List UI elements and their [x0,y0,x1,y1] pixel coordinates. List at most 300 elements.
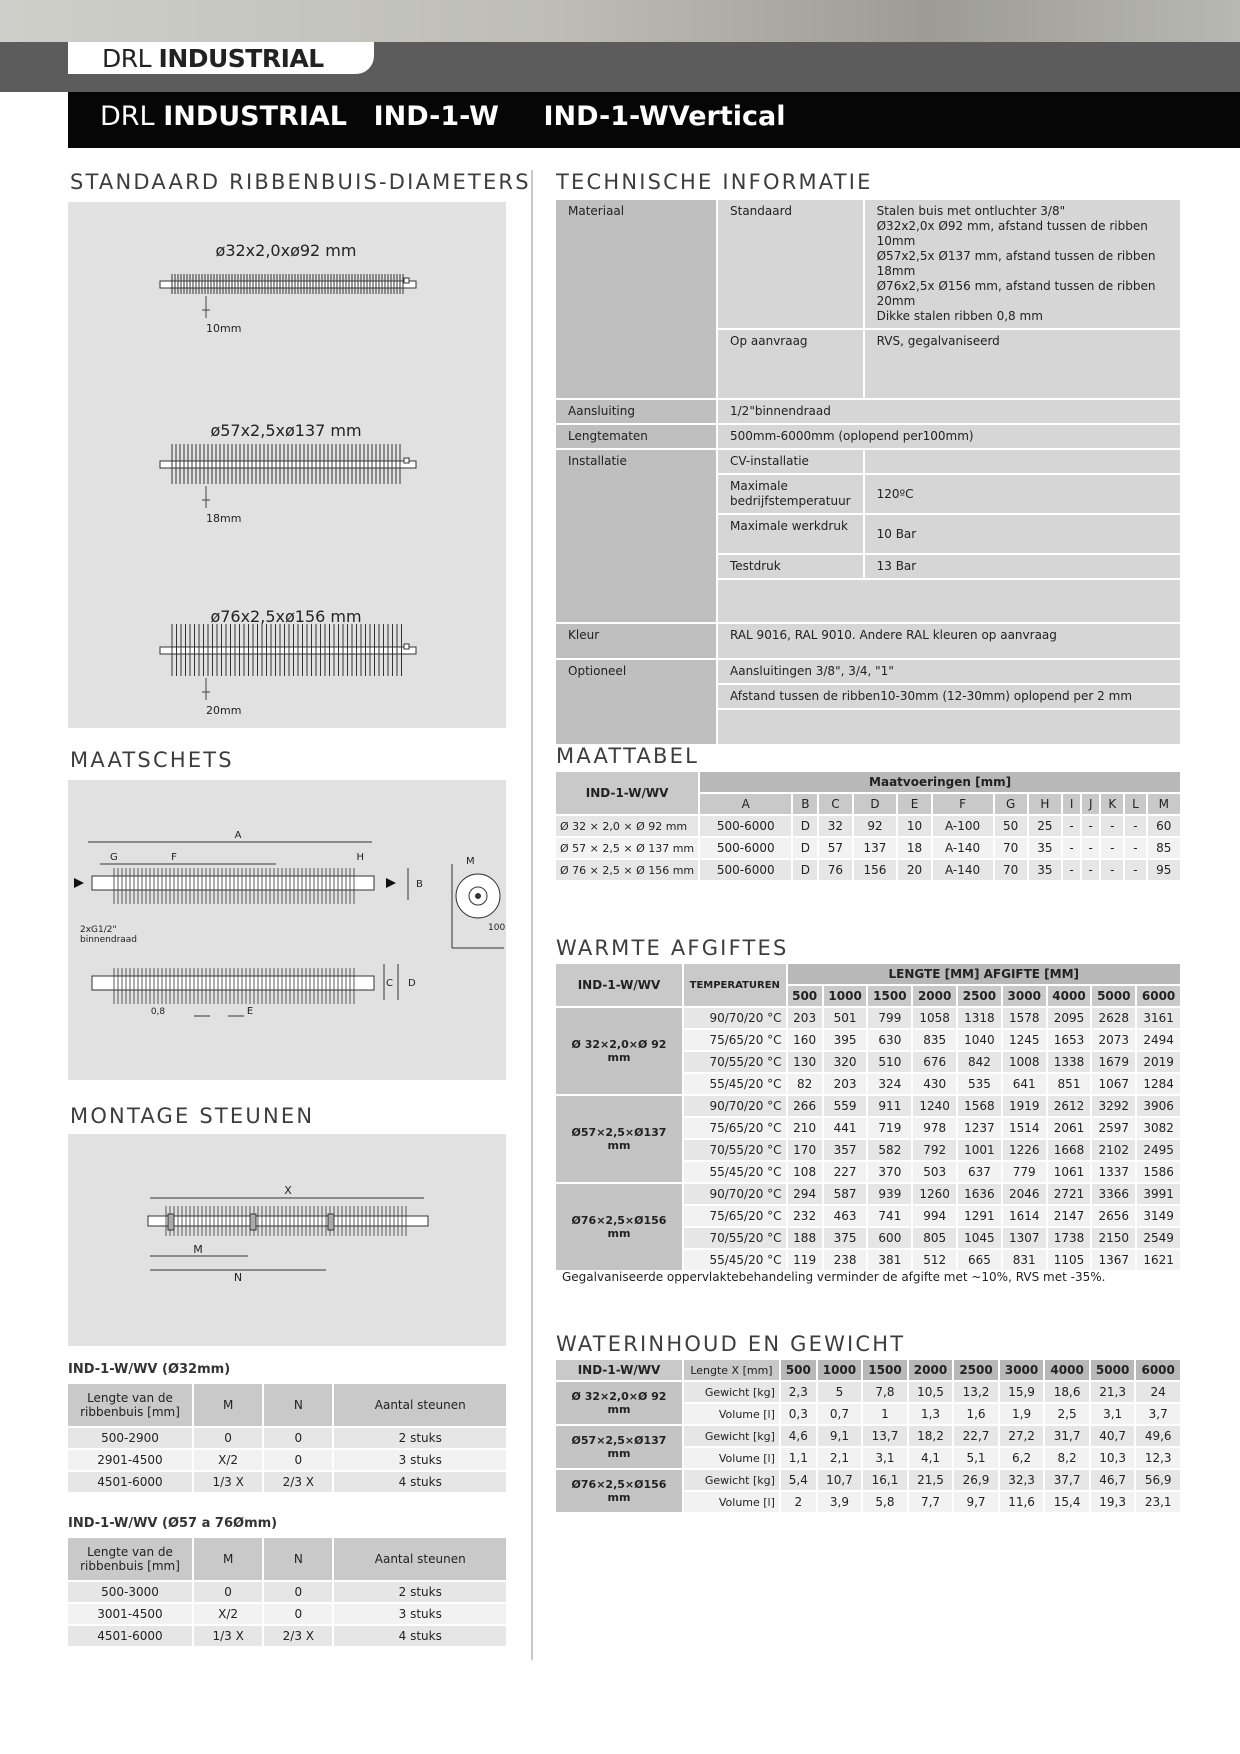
temperature-cell: 70/55/20 °C [684,1228,786,1248]
table-cell: 1260 [913,1184,956,1204]
table-cell: 1919 [1003,1096,1046,1116]
table-cell: 49,6 [1136,1426,1180,1446]
table-cell: 203 [788,1008,822,1028]
tech-value: Afstand tussen de ribben10-30mm (12-30mm) oplopend per 2 mm [718,685,1180,708]
warmte-table [554,962,1182,1272]
table-cell: - [1101,860,1123,880]
table-cell: 641 [1003,1074,1046,1094]
row-group-label: Ø76×2,5×Ø156 mm [556,1470,682,1512]
table-cell: 1240 [913,1096,956,1116]
table-header-row [68,1538,506,1580]
sketch-label: 100 [488,923,506,933]
table-cell: 7,8 [863,1382,907,1402]
table-cell: 8,2 [1045,1448,1089,1468]
table-cell: 2495 [1137,1140,1180,1160]
table-cell: 324 [868,1074,911,1094]
row-group-label: Ø 32×2,0×Ø 92 mm [556,1008,682,1094]
table-row [68,1428,506,1448]
table-cell: 1337 [1092,1162,1135,1182]
tech-label: Lengtematen [556,425,716,448]
table-row [68,1604,506,1624]
tech-empty [718,710,1180,744]
table-cell: 85 [1148,838,1180,858]
row-label: Ø 32 × 2,0 × Ø 92 mm [556,816,698,836]
column-header: Lengte van de ribbenbuis [mm] [68,1538,192,1580]
table-cell: 1621 [1137,1250,1180,1270]
table-cell: 1738 [1048,1228,1091,1248]
tech-value: 500mm-6000mm (oplopend per100mm) [718,425,1180,448]
table-cell: 26,9 [954,1470,998,1490]
table-cell: - [1063,816,1080,836]
montage-sketch [68,1134,506,1346]
table-cell: - [1125,860,1145,880]
diameter-label: ø57x2,5xø137 mm [210,421,362,440]
table-cell: 70 [995,838,1027,858]
tech-value: RVS, gegalvaniseerd [865,330,1180,398]
table-cell: 2 stuks [334,1428,506,1448]
water-table [554,1358,1182,1514]
table-cell: 1653 [1048,1030,1091,1050]
table-cell: 170 [788,1140,822,1160]
sketch-label: B [416,879,423,890]
table-cell: D [793,860,817,880]
montage-table-title: IND-1-W/WV (Ø57 a 76Ømm) [68,1516,278,1531]
table-cell: 3 stuks [334,1450,506,1470]
table-cell: 842 [958,1052,1001,1072]
column-header: G [995,794,1027,814]
table-cell: 741 [868,1206,911,1226]
table-cell: 357 [824,1140,867,1160]
spacing-label: 20mm [206,704,242,717]
table-cell: 1058 [913,1008,956,1028]
table-cell: - [1063,860,1080,880]
table-cell: - [1082,838,1099,858]
table-cell: 395 [824,1030,867,1050]
table-cell: 1586 [1137,1162,1180,1182]
table-cell: 600 [868,1228,911,1248]
table-row [68,1472,506,1492]
table-cell: 7,7 [909,1492,953,1512]
temperature-cell: 55/45/20 °C [684,1074,786,1094]
table-cell: 1237 [958,1118,1001,1138]
table-cell: - [1125,816,1145,836]
diameter-label: ø32x2,0xø92 mm [215,241,357,260]
table-cell: 2061 [1048,1118,1091,1138]
table-cell: 32 [819,816,851,836]
section-warmte-title: WARMTE AFGIFTES [556,936,789,960]
table-cell: 779 [1003,1162,1046,1182]
table-cell: 3366 [1092,1184,1135,1204]
row-group-label: Ø57×2,5×Ø137 mm [556,1096,682,1182]
table-row [556,1008,1180,1028]
metric-cell: Gewicht [kg] [684,1382,779,1402]
table-cell: 188 [788,1228,822,1248]
temperature-cell: 70/55/20 °C [684,1052,786,1072]
column-header: A [700,794,791,814]
table-cell: 792 [913,1140,956,1160]
metric-cell: Volume [l] [684,1404,779,1424]
table-cell: 266 [788,1096,822,1116]
row-group-label: Ø57×2,5×Ø137 mm [556,1426,682,1468]
section-montage-title: MONTAGE STEUNEN [70,1104,315,1128]
table-cell: 9,1 [818,1426,862,1446]
table-cell: D [793,838,817,858]
table-cell: 227 [824,1162,867,1182]
table-row [556,1184,1180,1204]
table-cell: 10,3 [1091,1448,1135,1468]
table-cell: 2721 [1048,1184,1091,1204]
table-cell: - [1082,816,1099,836]
tube-body [160,281,416,288]
table-cell: - [1125,838,1145,858]
table-cell: 2612 [1048,1096,1091,1116]
tech-value [865,200,1180,328]
table-cell: 1067 [1092,1074,1135,1094]
table-cell: 5,4 [781,1470,816,1490]
sketch-label: H [356,852,364,863]
table-cell: 203 [824,1074,867,1094]
table-cell: 535 [958,1074,1001,1094]
table-row [556,816,1180,836]
column-header: M [194,1538,262,1580]
column-header: 6000 [1137,986,1180,1006]
column-header: 1000 [818,1360,862,1380]
table-row [556,425,1180,448]
table-cell: 57 [819,838,851,858]
column-header: 5000 [1092,986,1135,1006]
column-header: F [933,794,993,814]
row-label: Ø 57 × 2,5 × Ø 137 mm [556,838,698,858]
vent-plug [404,278,409,283]
table-cell: 2147 [1048,1206,1091,1226]
table-row [556,660,1180,683]
tech-value [865,450,1180,473]
table-cell: 6,2 [1000,1448,1044,1468]
tech-value-line: Dikke stalen ribben 0,8 mm [876,309,1043,323]
table-cell: 1,3 [909,1404,953,1424]
table-cell: A-140 [933,838,993,858]
brand-tab [68,42,374,74]
table-cell: 1636 [958,1184,1001,1204]
temperature-header: TEMPERATUREN [684,964,786,1006]
sketch-label: D [408,978,416,989]
table-cell: 3991 [1137,1184,1180,1204]
table-cell: 719 [868,1118,911,1138]
model-header: IND-1-W/WV [556,1360,682,1380]
table-cell: 10 [898,816,930,836]
table-cell: 0 [264,1428,332,1448]
column-header: 2500 [958,986,1001,1006]
table-cell: 9,7 [954,1492,998,1512]
table-cell: 92 [854,816,897,836]
table-cell: 2,5 [1045,1404,1089,1424]
spacing-label: 18mm [206,512,242,525]
table-cell: - [1101,816,1123,836]
table-cell: 3906 [1137,1096,1180,1116]
table-cell: A-100 [933,816,993,836]
table-cell: 503 [913,1162,956,1182]
table-cell: 137 [854,838,897,858]
section-maattabel-title: MAATTABEL [556,744,700,768]
table-row [68,1626,506,1646]
tech-value-line: Ø76x2,5x Ø156 mm, afstand tussen de ribben 20mm [876,279,1156,308]
side-view-core [475,893,481,899]
tech-value: 13 Bar [865,555,1180,578]
table-cell: 2102 [1092,1140,1135,1160]
column-header: 4000 [1045,1360,1089,1380]
table-cell: 31,7 [1045,1426,1089,1446]
temperature-cell: 90/70/20 °C [684,1096,786,1116]
table-cell: 3161 [1137,1008,1180,1028]
table-cell: 4 stuks [334,1472,506,1492]
table-cell: 2019 [1137,1052,1180,1072]
table-cell: 500-6000 [700,838,791,858]
table-row [556,1096,1180,1116]
model-header: IND-1-W/WV [556,964,682,1006]
section-diameters-title: STANDAARD RIBBENBUIS-DIAMETERS [70,170,531,194]
table-cell: 1,1 [781,1448,816,1468]
temperature-cell: 70/55/20 °C [684,1140,786,1160]
table-cell: 1/3 X [194,1472,262,1492]
table-cell: 1040 [958,1030,1001,1050]
table-cell: 294 [788,1184,822,1204]
table-cell: 0 [264,1604,332,1624]
column-header: E [898,794,930,814]
tech-empty [718,580,1180,622]
table-cell: 0 [194,1582,262,1602]
table-cell: 500-2900 [68,1428,192,1448]
sketch-label: C [386,978,393,989]
tech-info-table [554,198,1182,746]
table-cell: 22,7 [954,1426,998,1446]
table-cell: 3,1 [863,1448,907,1468]
table-cell: 1578 [1003,1008,1046,1028]
table-cell: 2,1 [818,1448,862,1468]
vent-plug [404,644,409,649]
tech-label: Kleur [556,624,716,658]
spacing-label: 10mm [206,322,242,335]
temperature-cell: 75/65/20 °C [684,1118,786,1138]
montage-table [66,1536,508,1648]
table-cell: 5 [818,1382,862,1402]
table-cell: 2597 [1092,1118,1135,1138]
montage-table-title: IND-1-W/WV (Ø32mm) [68,1362,231,1377]
table-cell: 76 [819,860,851,880]
table-cell: 512 [913,1250,956,1270]
table-cell: 210 [788,1118,822,1138]
tech-label: Optioneel [556,660,716,744]
table-cell: 24 [1136,1382,1180,1402]
temperature-cell: 75/65/20 °C [684,1206,786,1226]
table-cell: 5,1 [954,1448,998,1468]
table-cell: 2/3 X [264,1626,332,1646]
table-cell: 501 [824,1008,867,1028]
table-cell: 20 [898,860,930,880]
tech-sub-label: CV-installatie [718,450,863,473]
sketch-label: X [284,1184,292,1197]
table-cell: 0 [264,1450,332,1470]
table-cell: 1367 [1092,1250,1135,1270]
table-cell: 0 [264,1582,332,1602]
tech-value-line: Stalen buis met ontluchter 3/8" [876,204,1066,218]
column-header: Lengte van de ribbenbuis [mm] [68,1384,192,1426]
table-cell: 939 [868,1184,911,1204]
model-header: IND-1-W/WV [556,772,698,814]
table-header-row [556,772,1180,792]
table-cell: 2549 [1137,1228,1180,1248]
column-header: 2000 [909,1360,953,1380]
table-header-row [556,964,1180,984]
column-header: B [793,794,817,814]
maattabel-table [554,770,1182,882]
table-row [556,200,1180,328]
column-header: 500 [788,986,822,1006]
table-cell: - [1082,860,1099,880]
table-cell: 15,9 [1000,1382,1044,1402]
length-header: Lengte X [mm] [684,1360,779,1380]
column-header: 1500 [863,1360,907,1380]
table-cell: 60 [1148,816,1180,836]
tech-sub-label: Maximale werkdruk [718,515,863,553]
tube-body [160,647,416,654]
table-cell: 3292 [1092,1096,1135,1116]
row-group-label: Ø 32×2,0×Ø 92 mm [556,1382,682,1424]
tech-value: Aansluitingen 3/8", 3/4, "1" [718,660,1180,683]
table-cell: 799 [868,1008,911,1028]
tech-sub-label: Standaard [718,200,863,328]
column-header: 1000 [824,986,867,1006]
table-cell: 1668 [1048,1140,1091,1160]
column-header: 1500 [868,986,911,1006]
table-cell: 320 [824,1052,867,1072]
table-row [68,1450,506,1470]
column-header: N [264,1384,332,1426]
table-cell: 4,1 [909,1448,953,1468]
table-cell: 108 [788,1162,822,1182]
tech-value-line: Ø32x2,0x Ø92 mm, afstand tussen de ribben 10mm [876,219,1148,248]
table-cell: 1,9 [1000,1404,1044,1424]
table-row [556,624,1180,658]
table-cell: 1338 [1048,1052,1091,1072]
table-row [556,400,1180,423]
brand-light: DRL [102,44,152,73]
table-cell: 5,8 [863,1492,907,1512]
row-label: Ø 76 × 2,5 × Ø 156 mm [556,860,698,880]
column-header: D [854,794,897,814]
table-cell: 1291 [958,1206,1001,1226]
table-cell: 4 stuks [334,1626,506,1646]
table-row [556,1470,1180,1490]
table-cell: 1061 [1048,1162,1091,1182]
table-cell: 676 [913,1052,956,1072]
table-cell: 10,7 [818,1470,862,1490]
table-cell: 805 [913,1228,956,1248]
bracket [250,1214,256,1230]
table-cell: 3082 [1137,1118,1180,1138]
table-cell: 3001-4500 [68,1604,192,1624]
sketch-label: 2xG1/2" [80,925,117,935]
montage-table [66,1382,508,1494]
table-cell: 1568 [958,1096,1001,1116]
column-divider [531,170,533,1660]
table-cell: - [1101,838,1123,858]
column-header: 3000 [1003,986,1046,1006]
table-cell: 835 [913,1030,956,1050]
table-cell: 463 [824,1206,867,1226]
sketch-label: 0,8 [150,1007,166,1017]
table-cell: 2656 [1092,1206,1135,1226]
column-header: C [819,794,851,814]
table-cell: 4501-6000 [68,1626,192,1646]
table-cell: 994 [913,1206,956,1226]
table-cell: 18,6 [1045,1382,1089,1402]
table-cell: 13,7 [863,1426,907,1446]
sketch-label: G [110,852,118,863]
sketch-label: M [466,856,475,867]
table-cell: 21,3 [1091,1382,1135,1402]
table-cell: 3,7 [1136,1404,1180,1424]
table-cell: 851 [1048,1074,1091,1094]
table-cell: 1318 [958,1008,1001,1028]
table-cell: 2,3 [781,1382,816,1402]
column-header: K [1101,794,1123,814]
column-header: 5000 [1091,1360,1135,1380]
table-cell: 2/3 X [264,1472,332,1492]
table-cell: 1 [863,1404,907,1424]
table-cell: 500-6000 [700,816,791,836]
table-cell: 665 [958,1250,1001,1270]
table-cell: 630 [868,1030,911,1050]
table-cell: 1284 [1137,1074,1180,1094]
table-cell: 0,7 [818,1404,862,1424]
table-cell: 1307 [1003,1228,1046,1248]
table-cell: 19,3 [1091,1492,1135,1512]
column-header: 4000 [1048,986,1091,1006]
group-header: Maatvoeringen [mm] [700,772,1180,792]
table-cell: 2901-4500 [68,1450,192,1470]
row-group-label: Ø76×2,5×Ø156 mm [556,1184,682,1270]
model-1: IND-1-W [373,101,499,132]
bracket [168,1214,174,1230]
table-cell: 95 [1148,860,1180,880]
metric-cell: Volume [l] [684,1448,779,1468]
column-header: Aantal steunen [334,1384,506,1426]
table-cell: 2073 [1092,1030,1135,1050]
diameters-diagram [68,202,506,728]
table-cell: 911 [868,1096,911,1116]
table-cell: 637 [958,1162,1001,1182]
temperature-cell: 75/65/20 °C [684,1030,786,1050]
diameter-label: ø76x2,5xø156 mm [210,607,362,626]
column-header: 3000 [1000,1360,1044,1380]
table-cell: 2 stuks [334,1582,506,1602]
table-cell: 1226 [1003,1140,1046,1160]
table-cell: 156 [854,860,897,880]
column-header: 500 [781,1360,816,1380]
table-cell: 16,1 [863,1470,907,1490]
column-header: 2500 [954,1360,998,1380]
title-light: DRL [100,101,155,132]
column-header: I [1063,794,1080,814]
table-row [556,1382,1180,1402]
table-cell: 2 [781,1492,816,1512]
table-cell: 1679 [1092,1052,1135,1072]
table-cell: 232 [788,1206,822,1226]
table-row [556,450,1180,473]
temperature-cell: 55/45/20 °C [684,1250,786,1270]
table-cell: 46,7 [1091,1470,1135,1490]
table-cell: 2494 [1137,1030,1180,1050]
